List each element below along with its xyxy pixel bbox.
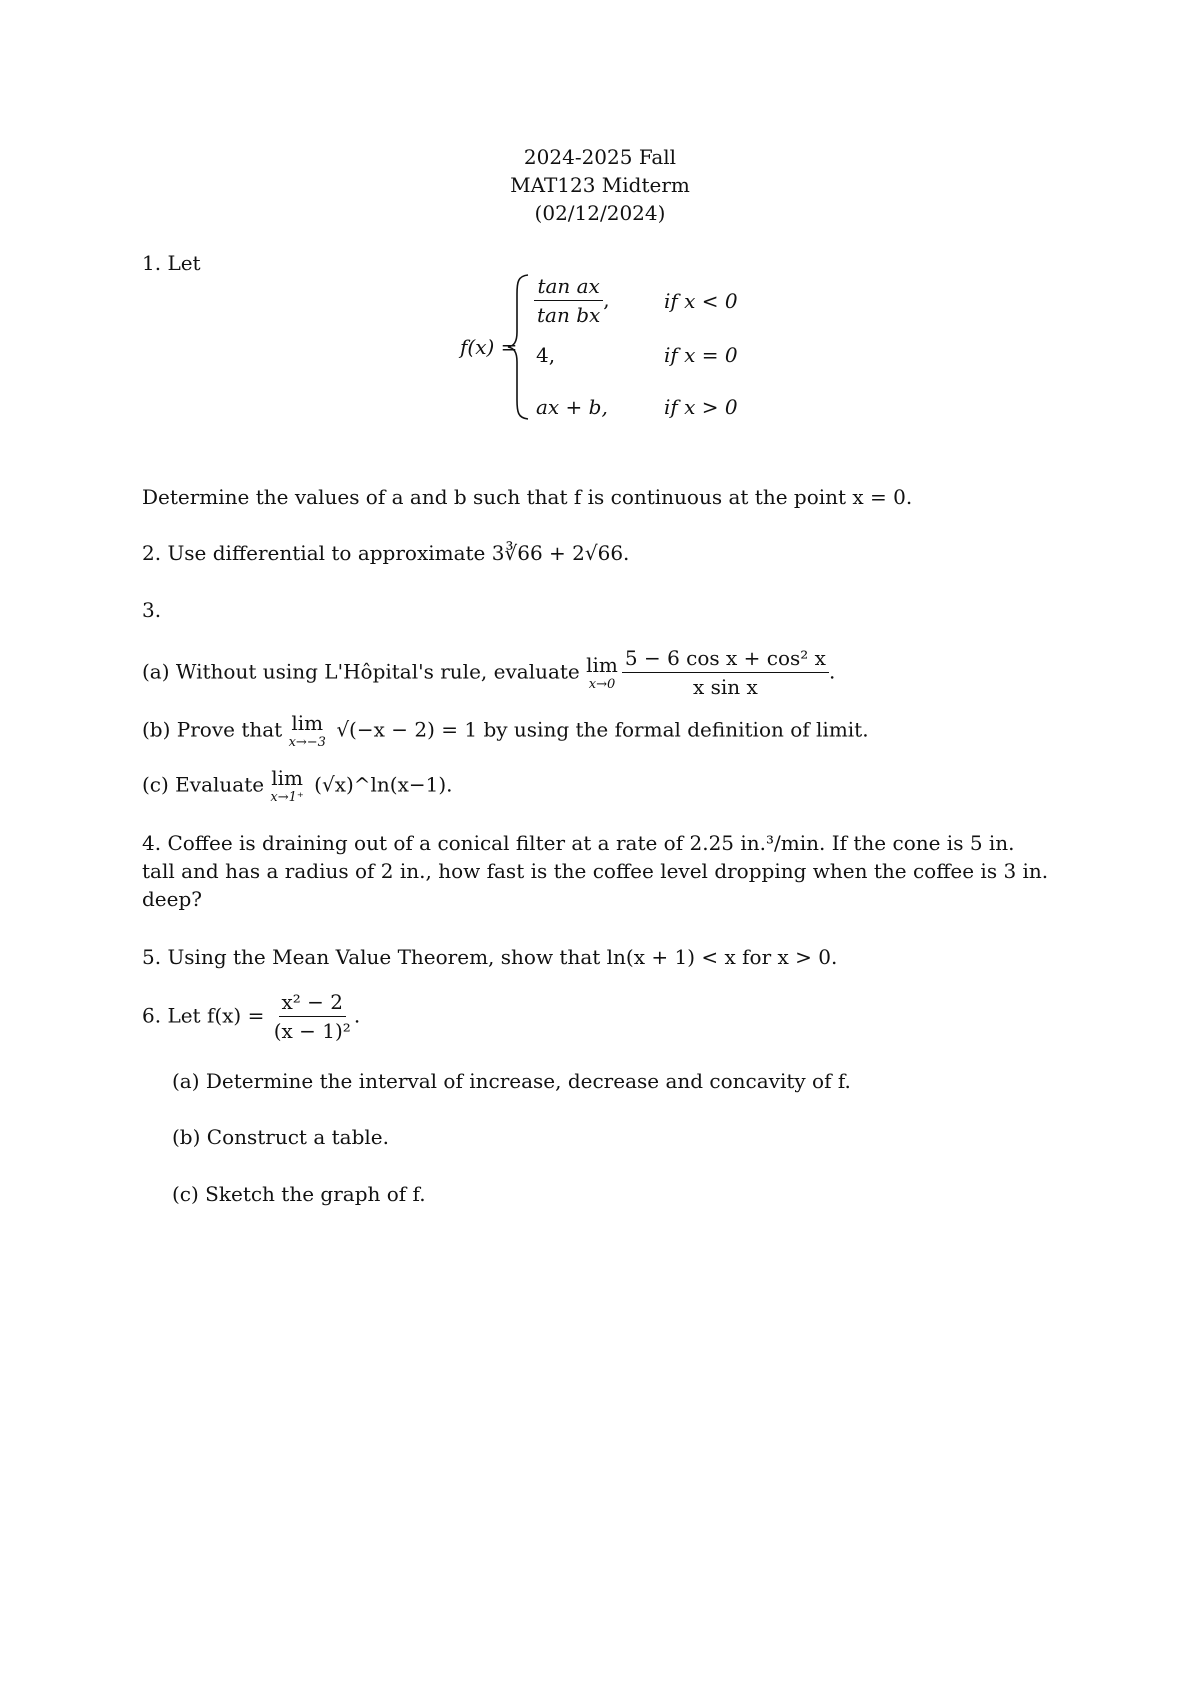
q1-case1-fraction <box>534 274 603 328</box>
q6-fraction <box>271 990 354 1044</box>
q3c-lim-subscript: x→1⁺ <box>270 790 304 805</box>
q3c-limit <box>270 768 303 804</box>
q3a-lim-subscript: x→0 <box>588 677 616 692</box>
q1-lhs: f(x) = <box>460 335 518 359</box>
q1-case2-condition: if x = 0 <box>664 343 738 367</box>
q3c-expression: (√x)^ln(x−1). <box>314 772 453 797</box>
q3a-text: (a) Without using L'Hôpital's rule, evaluate <box>142 659 580 684</box>
q3b-expression: √(−x − 2) = 1 <box>336 717 478 742</box>
q3b-row <box>142 713 869 749</box>
q6c-text: (c) Sketch the graph of f. <box>172 1182 426 1206</box>
q3a-limit <box>586 655 618 691</box>
q1-case1-condition: if x < 0 <box>664 289 738 313</box>
q3a-row: (a) Without using L'Hôpital's rule, evaluate lim x→0 $\frac{\text{5 − 6 cos x + cos² x}}{\text{x sin x}}$ . <box>142 646 836 699</box>
q1-lead: 1. Let <box>142 251 201 275</box>
q3b-lim-subscript: x→−3 <box>288 735 326 750</box>
q3c-lim-word: lim <box>271 766 303 790</box>
q2-text: 2. Use differential to approximate 3∛66 + 2√66. <box>142 541 630 565</box>
q6-row: 6. Let f(x) = $\frac{\text{x² − 2}}{\text{(x − 1)²}}$ . <box>142 990 361 1043</box>
q6-lead: 6. Let f(x) = <box>142 1003 265 1028</box>
q1-piecewise-function <box>420 272 738 422</box>
q1-left-brace <box>506 272 532 422</box>
q3a-lim-word: lim <box>586 653 618 677</box>
q1-case1-denominator: tan bx <box>537 303 601 327</box>
q4-line-2: tall and has a radius of 2 in., how fast is the coffee level dropping when the coffee is 3 in. <box>142 859 1049 883</box>
q1-case2-value: 4, <box>536 343 556 367</box>
q1-case3-condition: if x > 0 <box>664 395 738 419</box>
q4-line-3: deep? <box>142 887 202 911</box>
q1-prompt: Determine the values of a and b such that f is continuous at the point x = 0. <box>142 485 913 509</box>
q3b-text: (b) Prove that <box>142 717 283 742</box>
q3a-numerator: 5 − 6 cos x + cos² x <box>622 646 829 673</box>
exam-date: (02/12/2024) <box>534 201 666 225</box>
q1-case3-value: ax + b, <box>536 395 608 419</box>
q4-line-1: 4. Coffee is draining out of a conical filter at a rate of 2.25 in.³/min. If the cone is 5 in. <box>142 831 1015 855</box>
q6-numerator: x² − 2 <box>279 990 347 1017</box>
q3-label: 3. <box>142 598 162 622</box>
q3b-lim-word: lim <box>291 711 324 735</box>
q6-denominator: (x − 1)² <box>273 1019 351 1043</box>
q3c-text: (c) Evaluate <box>142 772 265 797</box>
q3a-denominator: x sin x <box>693 675 758 699</box>
q6a-text: (a) Determine the interval of increase, decrease and concavity of f. <box>172 1069 851 1093</box>
q1-case1-value <box>534 274 610 328</box>
q1-case1-numerator: tan ax <box>534 274 602 301</box>
semester-title: 2024-2025 Fall <box>523 145 677 169</box>
q5-text: 5. Using the Mean Value Theorem, show that ln(x + 1) < x for x > 0. <box>142 945 838 969</box>
q1-case1-comma: , <box>603 287 610 312</box>
q3b-tail: by using the formal definition of limit. <box>483 717 869 742</box>
exam-title: MAT123 Midterm <box>510 173 690 197</box>
q6b-text: (b) Construct a table. <box>172 1125 389 1149</box>
q3b-limit <box>289 713 326 749</box>
q3a-fraction <box>622 646 829 700</box>
q3c-row <box>142 768 453 804</box>
